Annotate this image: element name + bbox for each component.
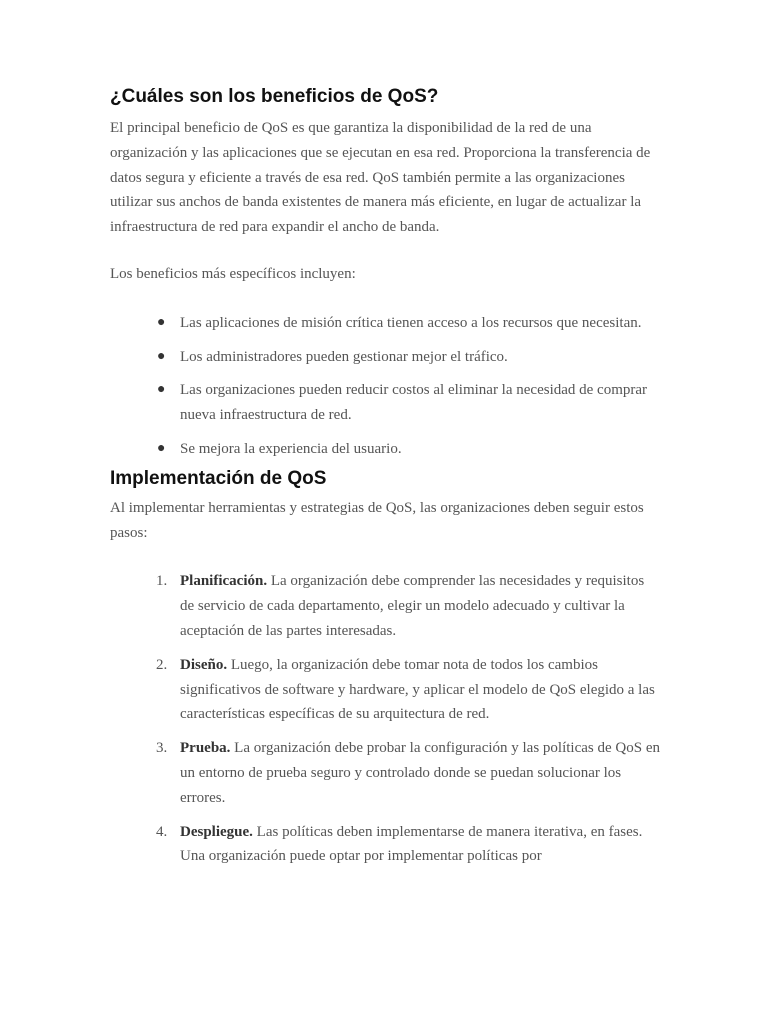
list-item-text: Los administradores pueden gestionar mejor el tráfico. <box>180 348 508 365</box>
step-number: 4. <box>156 823 168 840</box>
benefits-lead-paragraph: Los beneficios más específicos incluyen: <box>110 265 356 282</box>
implementation-intro-paragraph: Al implementar herramientas y estrategias de QoS, las organizaciones deben seguir estos pasos: <box>110 499 644 541</box>
step-term: Planificación. <box>180 573 268 590</box>
benefits-heading: ¿Cuáles son los beneficios de QoS? <box>110 86 439 107</box>
step-text: La organización debe probar la configuración y las políticas de QoS en un entorno de prueba seguro y controlado donde se puedan solucionar los errores. <box>180 740 660 806</box>
list-item <box>110 345 660 370</box>
implementation-heading: Implementación de QoS <box>110 467 327 489</box>
list-item <box>110 311 660 336</box>
step-text: Luego, la organización debe tomar nota de todos los cambios significativos de software y hardware, y aplicar el modelo de QoS elegido a las características específicas de su arquitectura de red. <box>180 656 655 723</box>
list-item <box>110 378 660 428</box>
bullet-icon: ● <box>157 382 166 398</box>
step-number: 1. <box>156 573 168 590</box>
step-term: Despliegue. <box>180 823 253 840</box>
list-item-text: Las organizaciones pueden reducir costos al eliminar la necesidad de comprar nueva infraestructura de red. <box>180 382 648 424</box>
step-text: La organización debe comprender las necesidades y requisitos de servicio de cada departamento, elegir un modelo adecuado y cultivar la aceptación de las partes interesadas. <box>180 573 645 639</box>
step-item <box>110 820 660 870</box>
step-term: Prueba. <box>180 740 231 757</box>
bullet-icon: ● <box>157 348 166 364</box>
benefits-list <box>110 311 660 462</box>
bullet-icon: ● <box>157 440 166 456</box>
step-number: 3. <box>156 740 168 757</box>
step-number: 2. <box>156 656 168 673</box>
step-item <box>110 653 660 727</box>
implementation-steps-list <box>110 569 660 869</box>
list-item-text: Se mejora la experiencia del usuario. <box>180 440 402 457</box>
bullet-icon: ● <box>157 314 166 330</box>
step-item <box>110 569 660 643</box>
list-item-text: Las aplicaciones de misión crítica tienen acceso a los recursos que necesitan. <box>180 314 642 331</box>
step-term: Diseño. <box>180 656 228 673</box>
list-item <box>110 437 660 462</box>
document-page <box>110 84 660 878</box>
step-text: Las políticas deben implementarse de manera iterativa, en fases. Una organización puede optar por implementar políticas por <box>180 823 643 865</box>
step-item <box>110 736 660 810</box>
benefits-intro-paragraph: El principal beneficio de QoS es que garantiza la disponibilidad de la red de una organización y las aplicaciones que se ejecutan en esa red. Proporciona la transferencia de datos segura y eficiente a través de esa red. QoS también permite a las organizaciones utilizar sus anchos de banda existentes de manera más eficiente, en lugar de actualizar la infraestructura de red para expandir el ancho de banda. <box>110 120 651 236</box>
